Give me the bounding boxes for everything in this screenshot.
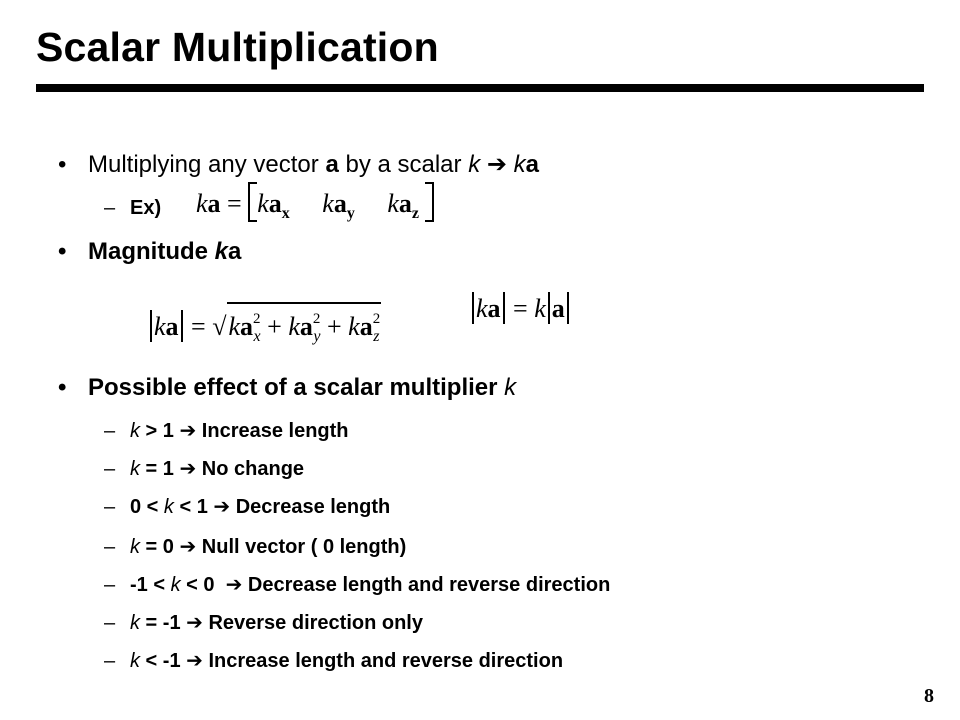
case-row (104, 418, 349, 443)
case-row (104, 494, 390, 519)
formula-k-x: k (257, 188, 269, 218)
result-a: a (525, 151, 539, 178)
case-k: k (130, 420, 140, 442)
abs-bar (567, 292, 569, 324)
mag-k: k (154, 312, 166, 341)
arrow-icon: ➔ (225, 572, 243, 596)
case-effect: Reverse direction only (202, 612, 423, 634)
scale-k: k (476, 294, 488, 323)
case-k: k (130, 612, 140, 634)
effect-k: k (504, 374, 517, 401)
rad-k-x: k (228, 312, 241, 341)
bullet-text-pre: Multiplying any vector (88, 151, 326, 178)
mag-equals: = (184, 312, 213, 341)
case-effect: Increase length and reverse direction (202, 650, 564, 672)
case-row (104, 572, 610, 597)
rad-sq-x: 2 (253, 311, 261, 327)
bullet-magnitude (58, 238, 241, 266)
arrow-icon: ➔ (179, 534, 197, 558)
case-condition: < 1 (173, 496, 214, 518)
scale-k2: k (534, 294, 546, 323)
sub-dash: – (104, 197, 116, 219)
rad-sub-z: z (373, 328, 380, 345)
case-effect: Increase length (196, 420, 349, 442)
formula-a: a (207, 188, 221, 218)
case-row (104, 610, 423, 635)
example-row (104, 196, 161, 220)
case-condition: = 0 (140, 536, 180, 558)
mag-a: a (165, 312, 179, 341)
formula-magnitude (148, 302, 381, 352)
rad-plus: + (320, 312, 349, 341)
case-condition: < 0 (180, 574, 226, 596)
case-effect: No change (196, 458, 305, 480)
rad-k-z: k (348, 312, 360, 341)
bullet-magnitude-text: Magnitude (88, 238, 215, 265)
sub-dash: – (104, 650, 116, 672)
slide-title: Scalar Multiplication (36, 24, 439, 70)
rad-a-z: a (359, 312, 373, 341)
case-k: k (163, 496, 174, 518)
rad-k-y: k (288, 312, 300, 341)
formula-magnitude-scaling (470, 294, 571, 327)
scale-a: a (487, 294, 501, 323)
arrow-icon: ➔ (179, 418, 197, 442)
abs-bar (548, 292, 550, 324)
arrow-icon: ➔ (179, 456, 197, 480)
magnitude-k: k (214, 238, 229, 265)
radicand (227, 302, 382, 352)
case-prefix: -1 < (130, 574, 171, 596)
case-row (104, 534, 406, 559)
case-effect: Null vector ( 0 length) (196, 536, 407, 558)
rad-a-y: a (299, 312, 313, 341)
case-effect: Decrease length and reverse direction (242, 574, 611, 596)
formula-equals: = (220, 188, 249, 218)
example-label: Ex) (130, 197, 162, 219)
case-condition: > 1 (140, 420, 180, 442)
subscript-y: y (346, 204, 355, 222)
case-row (104, 456, 304, 481)
case-condition: < -1 (140, 650, 187, 672)
case-k: k (130, 650, 140, 672)
scale-equals: = (506, 294, 535, 323)
abs-bar (150, 310, 152, 342)
case-row (104, 648, 563, 673)
right-bracket (425, 182, 434, 222)
abs-bar (181, 310, 183, 342)
formula-a-y: a (333, 188, 347, 218)
sub-dash: – (104, 574, 116, 596)
case-k: k (130, 536, 140, 558)
bullet-possible-effect (58, 374, 516, 402)
rad-a-x: a (240, 312, 254, 341)
sub-dash: – (104, 496, 116, 518)
sub-dash: – (104, 536, 116, 558)
formula-k-z: k (387, 188, 399, 218)
arrow-icon: ➔ (186, 610, 203, 634)
formula-k-y: k (322, 188, 334, 218)
case-k: k (130, 458, 140, 480)
subscript-z: z (411, 204, 419, 222)
rad-sq-y: 2 (312, 311, 321, 327)
left-bracket (248, 182, 257, 222)
bullet-effect-text: Possible effect of a scalar multiplier (88, 374, 505, 401)
result-k: k (513, 151, 526, 178)
bullet-dot: • (58, 238, 67, 265)
scale-a2: a (551, 294, 565, 323)
formula-a-x: a (268, 188, 282, 218)
arrow-icon: ➔ (486, 150, 507, 178)
magnitude-a: a (228, 238, 242, 265)
bullet-scalar-multiplication (58, 150, 539, 179)
case-condition: = -1 (140, 612, 187, 634)
case-effect: Decrease length (230, 496, 391, 518)
arrow-icon: ➔ (213, 494, 231, 518)
case-prefix: 0 < (130, 496, 164, 518)
sub-dash: – (104, 612, 116, 634)
subscript-x: x (281, 204, 290, 222)
title-underline (36, 84, 924, 92)
sub-dash: – (104, 458, 116, 480)
sub-dash: – (104, 420, 116, 442)
page-number: 8 (924, 685, 934, 707)
formula-example (196, 186, 434, 229)
case-condition: = 1 (140, 458, 180, 480)
rad-plus: + (260, 312, 289, 341)
bullet-text-mid: by a scalar (338, 151, 469, 178)
bullet-dot: • (58, 374, 67, 401)
abs-bar (503, 292, 505, 324)
formula-a-z: a (398, 188, 412, 218)
abs-bar (472, 292, 474, 324)
scalar-k: k (468, 151, 481, 178)
sqrt-symbol: $√ka^2_x + ka^2_y + ka^2_z$ (212, 302, 381, 352)
bullet-dot: • (58, 151, 67, 178)
arrow-icon: ➔ (186, 648, 203, 672)
rad-sub-x: x (253, 328, 261, 345)
rad-sq-z: 2 (372, 311, 381, 327)
formula-k: k (196, 188, 208, 218)
rad-sub-y: y (313, 328, 321, 345)
vector-a: a (325, 151, 339, 178)
case-k: k (170, 574, 181, 596)
